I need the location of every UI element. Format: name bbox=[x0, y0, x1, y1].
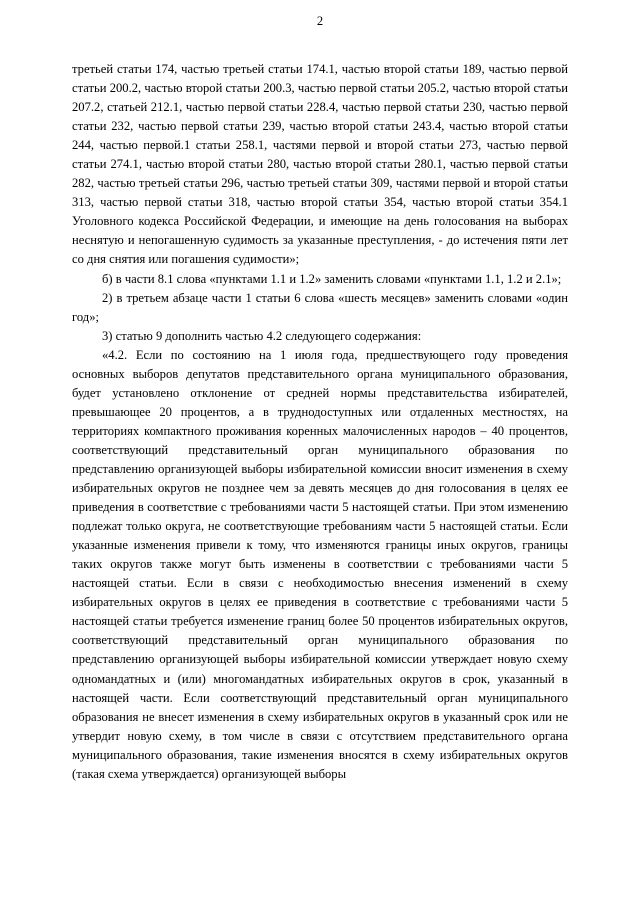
paragraph: третьей статьи 174, частью третьей статьи 174.1, частью второй статьи 189, частью первой статьи 200.2, частью второй статьи 200.3, частью первой статьи 205.2, частью второй статьи 207.2, статьей 212.1, частью первой статьи 228.4, частью первой статьи 230, частью первой статьи 232, частью первой статьи 239, частью второй статьи 243.4, частью второй статьи 244, частью первой.1 статьи 258.1, частями первой и второй статьи 273, частью первой статьи 274.1, частью второй статьи 280, частью второй статьи 280.1, частью первой статьи 282, частью третьей статьи 296, частью третьей статьи 309, частями первой и второй статьи 313, частью первой статьи 318, частью второй статьи 354, частью второй статьи 354.1 Уголовного кодекса Российской Федерации, и имеющие на день голосования на выборах неснятую и непогашенную судимость за указанные преступления, - до истечения пяти лет со дня снятия или погашения судимости»; bbox=[72, 62, 568, 267]
paragraph: «4.2. Если по состоянию на 1 июля года, предшествующего году проведения основных выборов депутатов представительного органа муниципального образования, будет установлено отклонение от средней нормы представительства избирателей, превышающее 20 процентов, а в труднодоступных или отдаленных местностях, на территориях компактного проживания коренных малочисленных народов – 40 процентов, соответствующий представительный орган муниципального образования по представлению организующей выборы избирательной комиссии вносит изменения в схему избирательных округов не позднее чем за девять месяцев до дня голосования в целях ее приведения в соответствие с требованиями части 5 настоящей статьи. При этом изменению подлежат только округа, не соответствующие требованиям части 5 настоящей статьи. Если указанные изменения привели к тому, что изменяются границы иных округов, границы таких округов также могут быть изменены в соответствии с требованиями части 5 настоящей статьи. Если в связи с необходимостью внесения изменений в схему избирательных округов в целях ее приведения в соответствие с требованиями части 5 настоящей статьи требуется изменение границ более 50 процентов избирательных округов, соответствующий представительный орган муниципального образования по представлению организующей выборы избирательной комиссии утверждает новую схему одномандатных и (или) многомандатных избирательных округов в срок, указанный в настоящей части. Если соответствующий представительный орган муниципального образования не внесет изменения в схему избирательных округов в указанный срок или не утвердит новую схему, в том числе в связи с отсутствием представительного органа муниципального образования, такие изменения вносятся в схему избирательных округов (такая схема утверждается) организующей выборы bbox=[72, 347, 568, 781]
page-number: 2 bbox=[316, 14, 324, 28]
document-body bbox=[72, 60, 568, 784]
paragraph: 2) в третьем абзаце части 1 статьи 6 слова «шесть месяцев» заменить словами «один год»; bbox=[72, 290, 568, 324]
paragraph: б) в части 8.1 слова «пунктами 1.1 и 1.2» заменить словами «пунктами 1.1, 1.2 и 2.1»; bbox=[102, 271, 562, 286]
paragraph: 3) статью 9 дополнить частью 4.2 следующего содержания: bbox=[102, 328, 422, 343]
